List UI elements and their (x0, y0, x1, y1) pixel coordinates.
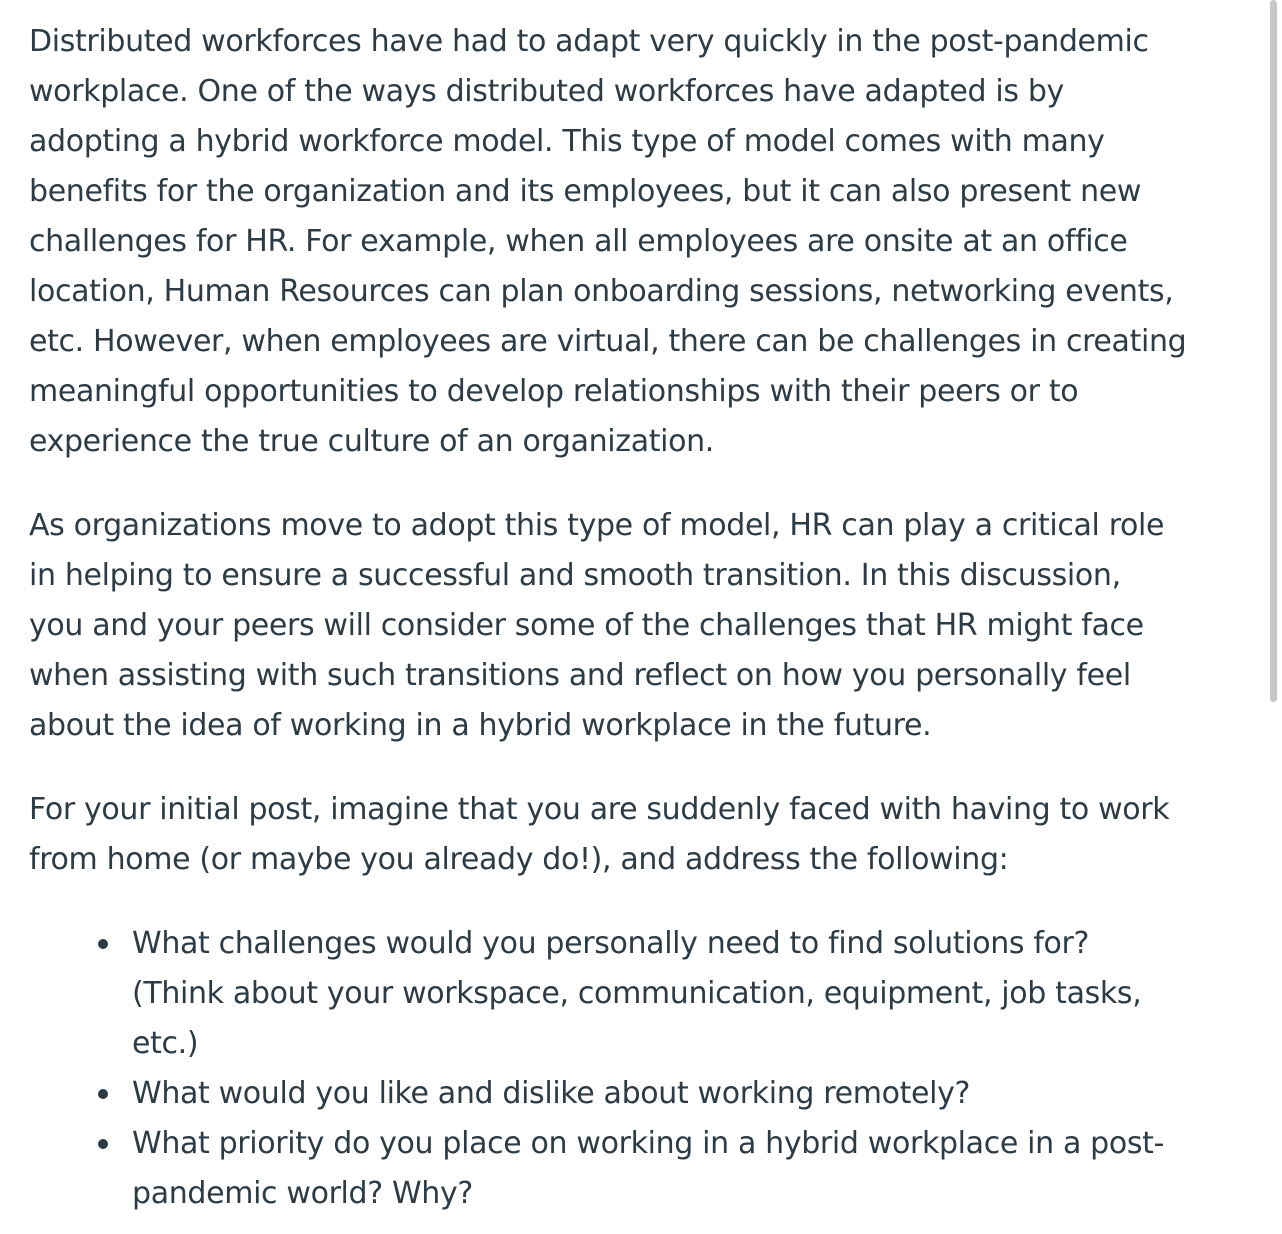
intro-paragraph: Distributed workforces have had to adapt very quickly in the post-pandemic workplace. One of the ways distributed workforces have adapted is by adopting a hybrid workforce model. This type of model comes with many benefits for the organization and its employees, but it can also present new challenges for HR. For example, when all employees are onsite at an office location, Human Resources can plan onboarding sessions, networking events, etc. However, when employees are virtual, there can be challenges in creating meaningful opportunities to develop relationships with their peers or to experience the true culture of an organization. (29, 24, 1187, 459)
hr-role-paragraph: As organizations move to adopt this type of model, HR can play a critical role in helping to ensure a successful and smooth transition. In this discussion, you and your peers will consider some of the challenges that HR might face when assisting with such transitions and reflect on how you personally feel about the idea of working in a hybrid workplace in the future. (29, 508, 1165, 743)
question-priority: What priority do you place on working in a hybrid workplace in a post- pandemic world? Why? (132, 1119, 1229, 1219)
question-like-dislike: What would you like and dislike about working remotely? (132, 1069, 1229, 1119)
instructions-paragraph: For your initial post, imagine that you are suddenly faced with having to work from home (or maybe you already do!), and address the following: (29, 792, 1170, 877)
question-challenges: What challenges would you personally need to find solutions for? (Think about your workspace, communication, equipment, job tasks, etc.) (132, 919, 1229, 1069)
discussion-prompt (29, 17, 1229, 1219)
vertical-scrollbar[interactable] (1270, 0, 1277, 702)
question-list (29, 919, 1229, 1219)
